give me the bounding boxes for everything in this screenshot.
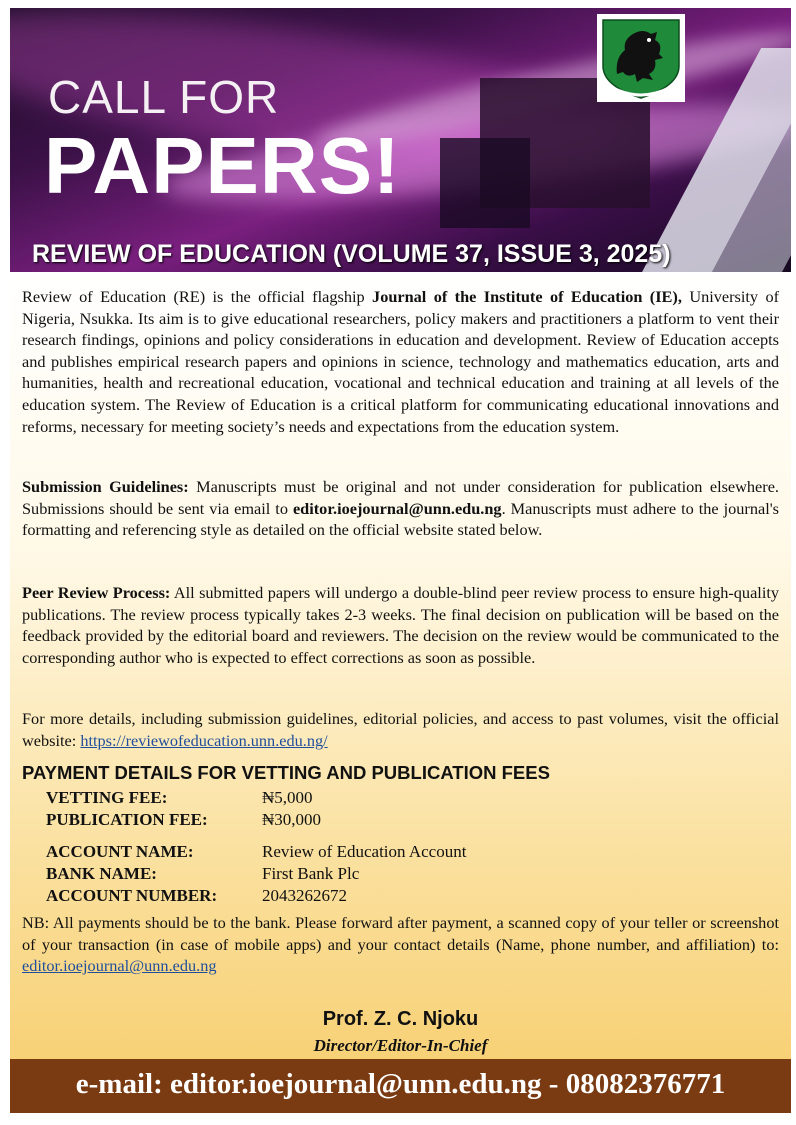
banner-subtitle: REVIEW OF EDUCATION (VOLUME 37, ISSUE 3, 2025) <box>32 240 671 268</box>
vetting-fee-value: ₦5,000 <box>262 788 313 807</box>
submission-label: Submission Guidelines: <box>22 477 189 496</box>
bank-name-value: First Bank Plc <box>262 864 360 883</box>
footer-contact-text: e-mail: editor.ioejournal@unn.edu.ng - 08082376771 <box>75 1068 726 1100</box>
content-panel <box>10 272 791 1059</box>
dark-block <box>440 138 530 228</box>
account-name-label: ACCOUNT NAME: <box>46 842 194 861</box>
account-number-label: ACCOUNT NUMBER: <box>46 886 218 905</box>
submission-email: editor.ioejournal@unn.edu.ng <box>292 498 502 518</box>
peer-review-process: Peer Review Process: All submitted papers will undergo a double-blind peer review process to ensure high-quality publications. The review process typically takes 2-3 weeks. The final decision on publication will be based on the feedback provided by the editorial board and reviewers. The decision on the review would be communicated to the corresponding author who is expected to effect corrections as soon as possible. <box>22 583 780 667</box>
nb-email-link[interactable]: editor.ioejournal@unn.edu.ng <box>22 956 217 976</box>
unn-lion-crest-icon <box>597 14 685 102</box>
signatory-name: Prof. Z. C. Njoku <box>322 1008 479 1030</box>
vetting-fee-label: VETTING FEE: <box>46 788 168 807</box>
footer-contact-bar <box>10 1059 791 1113</box>
banner-call-for: CALL FOR <box>48 71 280 123</box>
intro-paragraph: Review of Education (RE) is the official flagship Journal of the Institute of Education (IE), University of Nigeria, Nsukka. Its aim is to give educational researchers, policy makers and practitioners a platform to vent their research findings, opinions and policy considerations in education and development. Review of Education accepts and publishes empirical research papers and opinions in science, technology and mathematics education, arts and humanities, health and recreational education, vocational and technical education and training at all levels of the education system. The Review of Education is a critical platform for communicating educational innovations and reforms, necessary for meeting society’s needs and expectations from the education system. <box>22 287 780 436</box>
account-name-value: Review of Education Account <box>262 842 467 861</box>
banner-papers: PAPERS! <box>44 121 401 210</box>
more-details: For more details, including submission guidelines, editorial policies, and access to past volumes, visit the official website: https://reviewofeducation.unn.edu.ng/ <box>22 709 779 750</box>
nb-note: NB: All payments should be to the bank. Please forward after payment, a scanned copy of your teller or screenshot of your transaction (in case of mobile apps) and your contact details (Name, phone number, and affiliation) to: editor.ioejournal@unn.edu.ng <box>22 913 779 976</box>
submission-guidelines: Submission Guidelines: Manuscripts must be original and not under consideration for publication elsewhere. Submissions should be sent via email to editor.ioejournal@unn.edu.ng. Manuscripts must adhere to the journal's formatting and referencing style as detailed on the official website stated below. <box>22 477 780 540</box>
payment-heading: PAYMENT DETAILS FOR VETTING AND PUBLICATION FEES <box>22 762 550 783</box>
signatory-title: Director/Editor-In-Chief <box>313 1036 488 1055</box>
bank-name-label: BANK NAME: <box>46 864 157 883</box>
journal-name: Journal of the Institute of Education (IE), <box>372 287 682 306</box>
publication-fee-value: ₦30,000 <box>262 810 322 829</box>
publication-fee-label: PUBLICATION FEE: <box>46 810 208 829</box>
account-number-value: 2043262672 <box>262 886 347 905</box>
website-link[interactable]: https://reviewofeducation.unn.edu.ng/ <box>80 730 328 750</box>
peer-review-label: Peer Review Process: <box>22 583 171 602</box>
